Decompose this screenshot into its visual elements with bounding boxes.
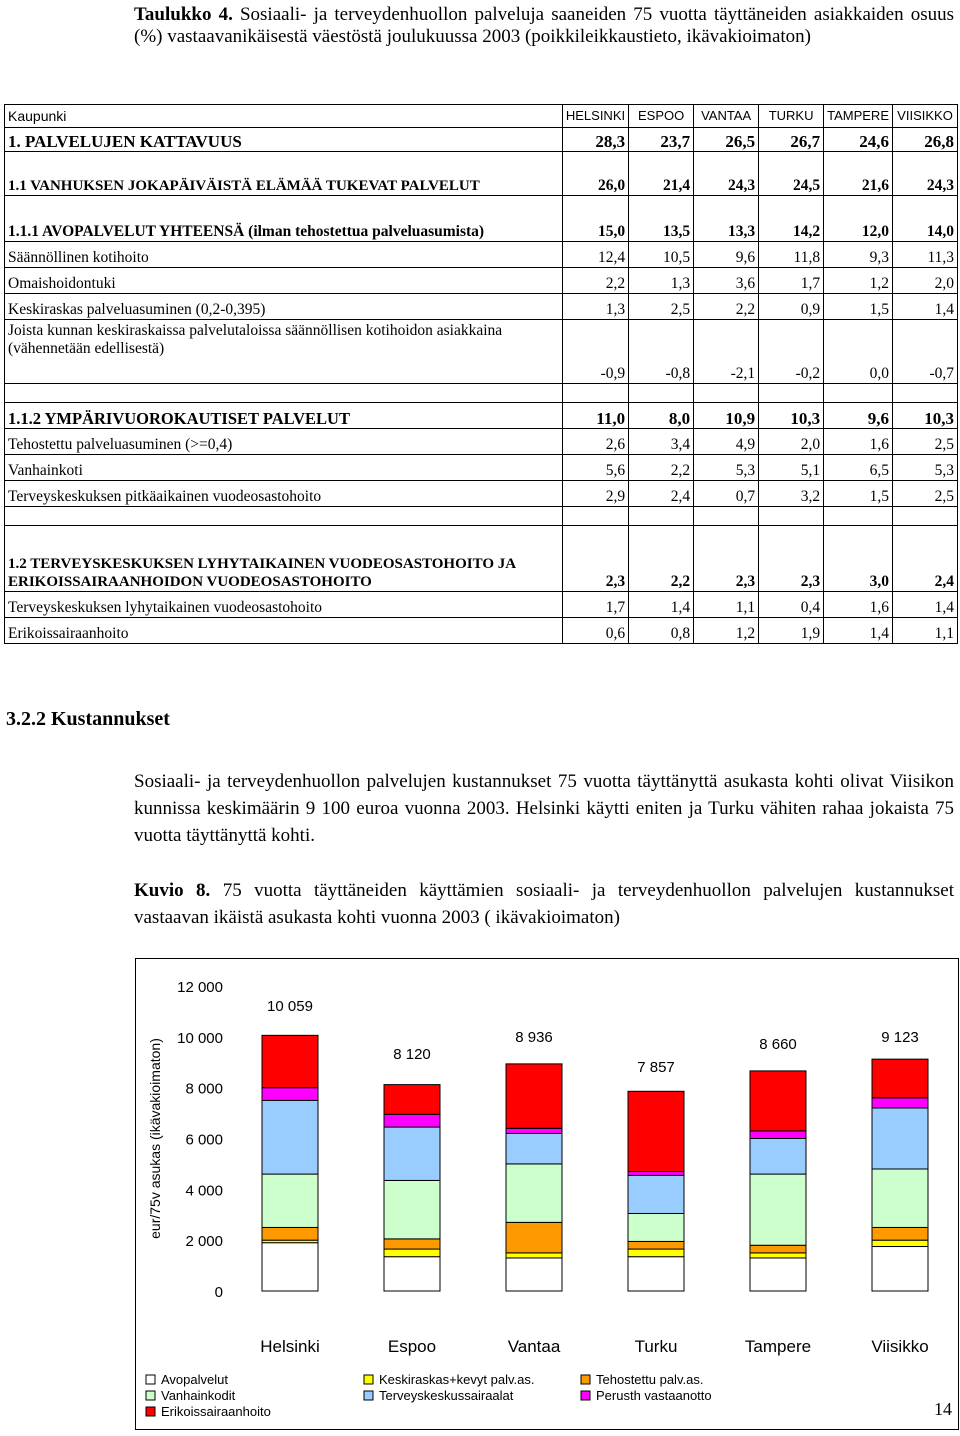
cell-value: 2,6 [562, 429, 628, 455]
cell-value: 2,3 [562, 526, 628, 592]
cell-value: 1,2 [694, 618, 759, 644]
x-tick-label: Turku [634, 1337, 678, 1356]
cell-value: 0,7 [694, 481, 759, 507]
legend-swatch [364, 1375, 373, 1384]
bar-segment [262, 1174, 318, 1227]
bar-segment [750, 1071, 806, 1131]
bar-segment [384, 1114, 440, 1127]
cell-value: 2,4 [629, 481, 694, 507]
row-label: 1.1.1 AVOPALVELUT YHTEENSÄ (ilman tehostettua palveluasumista) [5, 196, 563, 242]
cell-value: 3,0 [824, 526, 893, 592]
bar-segment [262, 1088, 318, 1101]
cell-value: 2,5 [629, 294, 694, 320]
cell-value: 1,2 [824, 268, 893, 294]
bar-segment [628, 1241, 684, 1249]
legend-label: Vanhainkodit [161, 1388, 236, 1403]
table-row [5, 268, 958, 294]
cell-value: 0,8 [629, 618, 694, 644]
legend-swatch [581, 1375, 590, 1384]
spacer-cell [694, 384, 759, 403]
cell-value: 5,1 [759, 455, 824, 481]
spacer-cell [893, 507, 958, 526]
bar-segment [506, 1222, 562, 1253]
column-header: VANTAA [694, 105, 759, 128]
bar-segment [506, 1133, 562, 1164]
table-caption-label: Taulukko 4. [134, 4, 233, 25]
bar-segment [384, 1127, 440, 1180]
cell-value: 23,7 [629, 128, 694, 152]
legend-label: Keskiraskas+kevyt palv.as. [379, 1372, 535, 1387]
cell-value: 0,6 [562, 618, 628, 644]
legend-swatch [146, 1407, 155, 1416]
bar-segment [750, 1139, 806, 1175]
bar-segment [628, 1213, 684, 1241]
bar-segment [872, 1240, 928, 1246]
cell-value: 6,5 [824, 455, 893, 481]
cost-chart-svg [136, 959, 958, 1429]
cell-value: 1,3 [562, 294, 628, 320]
cell-value: 10,3 [759, 403, 824, 429]
bar-segment [872, 1108, 928, 1169]
row-label: Terveyskeskuksen pitkäaikainen vuodeosastohoito [5, 481, 563, 507]
bar-segment [750, 1174, 806, 1245]
bar-segment [262, 1035, 318, 1087]
cell-value: 26,0 [562, 152, 628, 196]
bar-segment [628, 1249, 684, 1257]
bar-segment [384, 1085, 440, 1115]
row-label: 1.1.2 YMPÄRIVUOROKAUTISET PALVELUT [5, 403, 563, 429]
row-label: 1.2 TERVEYSKESKUKSEN LYHYTAIKAINEN VUODEOSASTOHOITO JA ERIKOISSAIRAANHOIDON VUODEOSASTOHOITO [5, 526, 563, 592]
y-tick-label: 2 000 [185, 1233, 223, 1251]
cell-value: 24,3 [893, 152, 958, 196]
cell-value: 3,4 [629, 429, 694, 455]
table-row [5, 526, 958, 592]
cell-value: 5,3 [694, 455, 759, 481]
cell-value: 2,2 [629, 526, 694, 592]
bar-segment [506, 1128, 562, 1133]
table-spacer-row [5, 384, 958, 403]
cell-value: 1,4 [629, 592, 694, 618]
cell-value: 2,0 [759, 429, 824, 455]
cell-value: 2,3 [694, 526, 759, 592]
bar-segment [628, 1257, 684, 1291]
section-title: 3.2.2 Kustannukset [6, 708, 170, 730]
cell-value: 24,3 [694, 152, 759, 196]
cell-value: 5,3 [893, 455, 958, 481]
cell-value: 1,4 [893, 294, 958, 320]
cell-value: -0,7 [893, 320, 958, 384]
figure-caption-text: 75 vuotta täyttäneiden käyttämien sosiaali- ja terveydenhuollon palvelujen kustannukset vastaavan ikäistä asukasta kohti vuonna 2003 ( ikävakioimaton) [134, 880, 955, 928]
bar-segment [872, 1169, 928, 1227]
cell-value: 2,0 [893, 268, 958, 294]
spacer-cell [5, 507, 563, 526]
cell-value: 2,5 [893, 429, 958, 455]
table-row [5, 242, 958, 268]
table-spacer-row [5, 507, 958, 526]
legend-swatch [364, 1391, 373, 1400]
table-row [5, 455, 958, 481]
spacer-cell [562, 507, 628, 526]
legend-label: Terveyskeskussairaalat [379, 1388, 514, 1403]
spacer-cell [5, 384, 563, 403]
figure-caption [134, 877, 954, 931]
cell-value: 26,5 [694, 128, 759, 152]
cell-value: 15,0 [562, 196, 628, 242]
cell-value: 14,2 [759, 196, 824, 242]
cell-value: 2,3 [759, 526, 824, 592]
bar-segment [506, 1258, 562, 1291]
cell-value: 26,7 [759, 128, 824, 152]
bar-segment [262, 1227, 318, 1240]
column-header: ESPOO [629, 105, 694, 128]
bar-total-label: 7 857 [637, 1059, 675, 1076]
y-tick-label: 0 [214, 1284, 223, 1301]
legend-label: Avopalvelut [161, 1372, 228, 1387]
bar-segment [628, 1172, 684, 1176]
row-label: Terveyskeskuksen lyhytaikainen vuodeosastohoito [5, 592, 563, 618]
x-tick-label: Vantaa [507, 1337, 561, 1356]
x-tick-label: Espoo [387, 1337, 437, 1356]
row-label: 1. PALVELUJEN KATTAVUUS [5, 128, 563, 152]
cell-value: 21,4 [629, 152, 694, 196]
bar-total-label: 10 059 [267, 998, 313, 1015]
bar-segment [750, 1245, 806, 1253]
spacer-cell [824, 384, 893, 403]
bar-segment [750, 1253, 806, 1258]
cell-value: 1,7 [759, 268, 824, 294]
cell-value: 11,8 [759, 242, 824, 268]
column-header: TAMPERE [824, 105, 893, 128]
bar-total-label: 8 660 [759, 1036, 797, 1053]
bar-segment [628, 1091, 684, 1171]
cell-value: 1,1 [893, 618, 958, 644]
spacer-cell [562, 384, 628, 403]
y-tick-label: 12 000 [177, 979, 223, 996]
cell-value: 10,5 [629, 242, 694, 268]
cell-value: 24,6 [824, 128, 893, 152]
cell-value: 5,6 [562, 455, 628, 481]
cell-value: 11,3 [893, 242, 958, 268]
cell-value: 14,0 [893, 196, 958, 242]
spacer-cell [824, 507, 893, 526]
table-row [5, 196, 958, 242]
coverage-table [4, 104, 958, 644]
cell-value: 10,9 [694, 403, 759, 429]
cell-value: 1,5 [824, 481, 893, 507]
x-tick-label: Tampere [744, 1337, 812, 1356]
cell-value: 12,4 [562, 242, 628, 268]
table-row [5, 618, 958, 644]
cell-value: 12,0 [824, 196, 893, 242]
bar-segment [872, 1247, 928, 1291]
cell-value: -0,2 [759, 320, 824, 384]
row-label: Vanhainkoti [5, 455, 563, 481]
bar-segment [262, 1100, 318, 1174]
spacer-cell [694, 507, 759, 526]
table-caption-text: Sosiaali- ja terveydenhuollon palveluja saaneiden 75 vuotta täyttäneiden asiakkaiden osuus (%) vastaavanikäisestä väestöstä joulukuussa 2003 (poikkileikkaustieto, ikävakioimaton) [134, 4, 954, 47]
header-city-label: Kaupunki [5, 105, 563, 128]
cell-value: 8,0 [629, 403, 694, 429]
cell-value: 0,9 [759, 294, 824, 320]
legend-label: Erikoissairaanhoito [161, 1404, 271, 1419]
cell-value: 2,5 [893, 481, 958, 507]
table-row [5, 481, 958, 507]
legend-label: Perusth vastaanotto [596, 1388, 712, 1403]
bar-total-label: 8 120 [393, 1046, 431, 1063]
table-row [5, 128, 958, 152]
cell-value: 1,6 [824, 592, 893, 618]
bar-segment [262, 1243, 318, 1291]
cell-value: 11,0 [562, 403, 628, 429]
figure-caption-label: Kuvio 8. [134, 880, 211, 901]
cell-value: 2,2 [562, 268, 628, 294]
cell-value: 28,3 [562, 128, 628, 152]
legend-swatch [146, 1375, 155, 1384]
bar-segment [872, 1098, 928, 1108]
cell-value: 21,6 [824, 152, 893, 196]
cell-value: 3,6 [694, 268, 759, 294]
y-axis-label: eur/75v asukas (ikävakioimaton) [147, 1038, 163, 1239]
column-header: TURKU [759, 105, 824, 128]
cell-value: 13,3 [694, 196, 759, 242]
cell-value: 9,3 [824, 242, 893, 268]
y-tick-label: 8 000 [185, 1080, 223, 1098]
x-tick-label: Viisikko [871, 1337, 929, 1356]
cell-value: 2,2 [694, 294, 759, 320]
cell-value: 9,6 [694, 242, 759, 268]
cost-paragraph: Sosiaali- ja terveydenhuollon palvelujen kustannukset 75 vuotta täyttänyttä asukasta kohti olivat Viisikon kunnissa keskimäärin 9 100 euroa vuonna 2003. Helsinki käytti eniten ja Turku vähiten rahaa jokaista 75 vuotta täyttänyttä kohti. [134, 771, 954, 846]
cell-value: 0,0 [824, 320, 893, 384]
table-row [5, 429, 958, 455]
bar-segment [384, 1239, 440, 1249]
cell-value: 10,3 [893, 403, 958, 429]
cell-value: 2,2 [629, 455, 694, 481]
bar-total-label: 8 936 [515, 1029, 553, 1046]
row-label: Säännöllinen kotihoito [5, 242, 563, 268]
cell-value: -2,1 [694, 320, 759, 384]
cell-value: 1,7 [562, 592, 628, 618]
row-label: Omaishoidontuki [5, 268, 563, 294]
page-number: 14 [934, 1399, 952, 1419]
table-header-row [5, 105, 958, 128]
y-tick-label: 4 000 [185, 1182, 223, 1200]
cell-value: 9,6 [824, 403, 893, 429]
row-label: Keskiraskas palveluasuminen (0,2-0,395) [5, 294, 563, 320]
bar-segment [628, 1175, 684, 1213]
column-header: VIISIKKO [893, 105, 958, 128]
cell-value: -0,9 [562, 320, 628, 384]
spacer-cell [629, 384, 694, 403]
bar-segment [506, 1164, 562, 1222]
bar-segment [872, 1227, 928, 1240]
bar-segment [384, 1180, 440, 1238]
spacer-cell [759, 384, 824, 403]
cell-value: 26,8 [893, 128, 958, 152]
bar-total-label: 9 123 [881, 1029, 919, 1046]
y-tick-label: 10 000 [177, 1029, 223, 1047]
y-tick-label: 6 000 [185, 1131, 223, 1149]
row-label: 1.1 VANHUKSEN JOKAPÄIVÄISTÄ ELÄMÄÄ TUKEVAT PALVELUT [5, 152, 563, 196]
cell-value: 4,9 [694, 429, 759, 455]
bar-segment [750, 1131, 806, 1139]
table-row [5, 320, 958, 384]
cell-value: 1,4 [824, 618, 893, 644]
cell-value: -0,8 [629, 320, 694, 384]
spacer-cell [759, 507, 824, 526]
cell-value: 1,3 [629, 268, 694, 294]
table-row [5, 152, 958, 196]
bar-segment [506, 1253, 562, 1258]
row-label: Joista kunnan keskiraskaissa palvelutaloissa säännöllisen kotihoidon asiakkaina (vähennetään edellisestä) [5, 320, 563, 384]
cell-value: 1,6 [824, 429, 893, 455]
spacer-cell [629, 507, 694, 526]
bar-segment [384, 1257, 440, 1291]
cell-value: 1,5 [824, 294, 893, 320]
row-label: Erikoissairaanhoito [5, 618, 563, 644]
legend-label: Tehostettu palv.as. [596, 1372, 704, 1387]
cell-value: 0,4 [759, 592, 824, 618]
bar-segment [750, 1258, 806, 1291]
x-tick-label: Helsinki [260, 1337, 320, 1356]
cell-value: 13,5 [629, 196, 694, 242]
cell-value: 1,4 [893, 592, 958, 618]
table-row [5, 294, 958, 320]
spacer-cell [893, 384, 958, 403]
row-label: Tehostettu palveluasuminen (>=0,4) [5, 429, 563, 455]
cell-value: 1,9 [759, 618, 824, 644]
table-caption [134, 4, 954, 48]
cell-value: 1,1 [694, 592, 759, 618]
bar-segment [384, 1249, 440, 1257]
bar-segment [872, 1059, 928, 1098]
table-row [5, 592, 958, 618]
cell-value: 2,4 [893, 526, 958, 592]
cell-value: 3,2 [759, 481, 824, 507]
column-header: HELSINKI [562, 105, 628, 128]
table-row [5, 403, 958, 429]
legend-swatch [146, 1391, 155, 1400]
legend-swatch [581, 1391, 590, 1400]
bar-segment [506, 1064, 562, 1128]
cell-value: 24,5 [759, 152, 824, 196]
cost-chart [135, 958, 959, 1430]
cell-value: 2,9 [562, 481, 628, 507]
